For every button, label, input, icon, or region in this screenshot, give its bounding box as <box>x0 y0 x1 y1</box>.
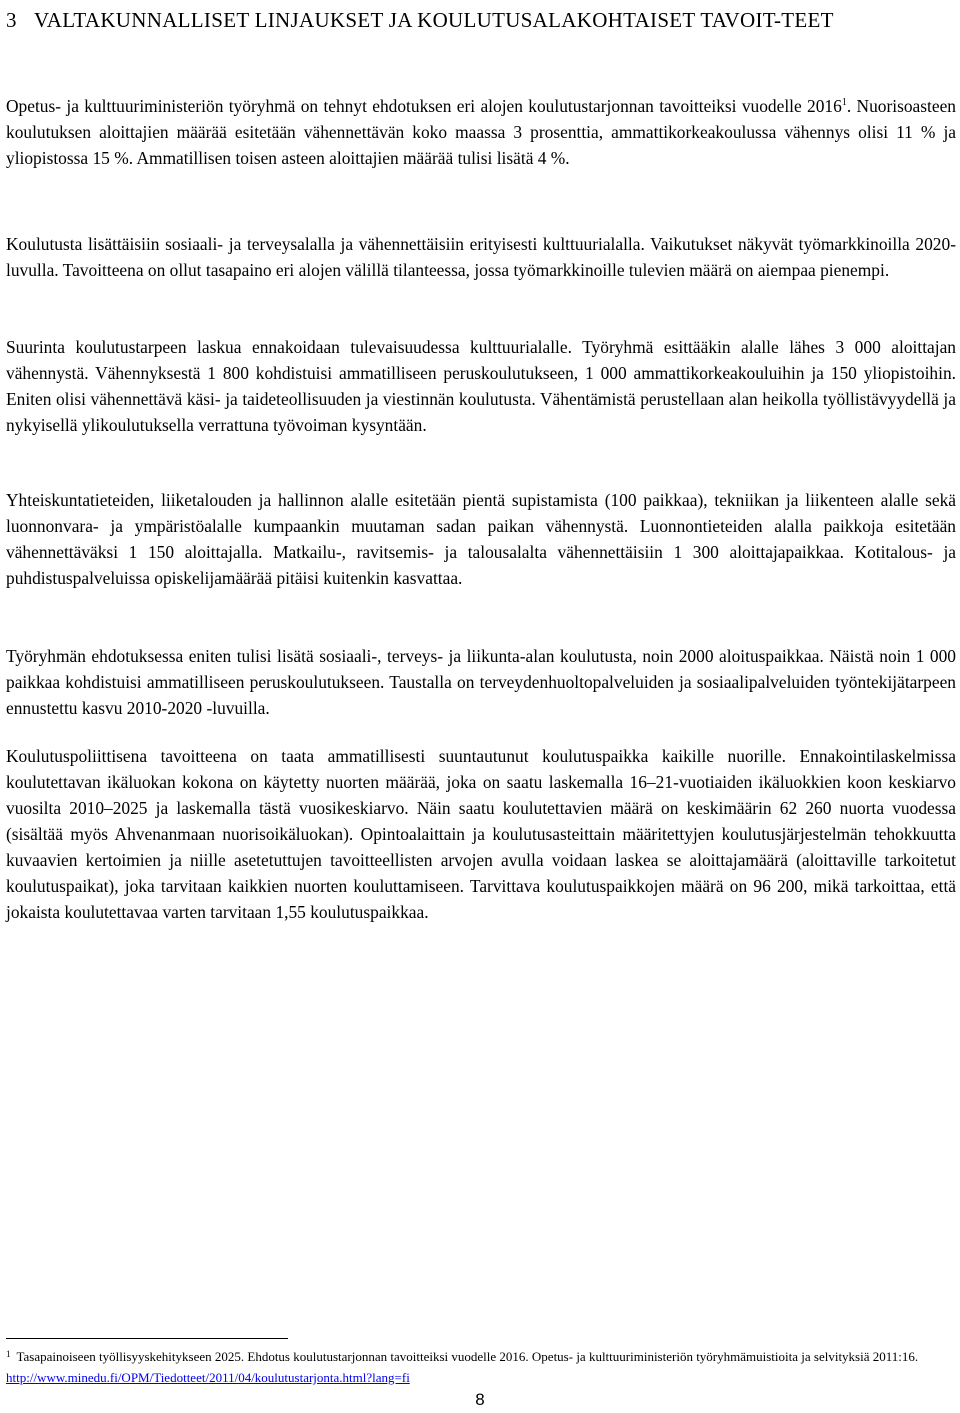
section-title: VALTAKUNNALLISET LINJAUKSET JA KOULUTUSALAKOHTAISET TAVOIT-TEET <box>34 8 834 32</box>
footnote-text: Tasapainoiseen työllisyyskehitykseen 2025. Ehdotus koulutustarjonnan tavoitteiksi vuodelle 2016. Opetus- ja kulttuuriministeriön työryhmämuistioita ja selvityksiä 2011:16. <box>16 1349 919 1364</box>
footnote <box>6 1346 956 1388</box>
paragraph-1 <box>6 93 956 171</box>
section-number: 3 <box>6 8 17 32</box>
footnote-separator <box>6 1338 288 1339</box>
paragraph-3: Suurinta koulutustarpeen laskua ennakoidaan tulevaisuudessa kulttuurialalle. Työryhmä esittääkin alalle lähes 3 000 aloittajan vähennystä. Vähennyksestä 1 800 kohdistuisi ammatilliseen peruskoulutukseen, 1 000 ammattikorkeakouluihin ja 150 yliopistoihin. Eniten olisi vähennettävä käsi- ja taideteollisuuden ja viestinnän koulutusta. Vähentämistä perustellaan alan heikolla työllistävyydellä ja nykyisellä ylikoulutuksella verrattuna työvoiman kysyntään. <box>6 337 956 435</box>
paragraph-4: Yhteiskuntatieteiden, liiketalouden ja hallinnon alalle esitetään pientä supistamista (100 paikkaa), tekniikan ja liikenteen alalle sekä luonnonvara- ja ympäristöalalle kumpaankin muutaman sadan paikan vähennystä. Luonnontieteiden alalla paikkoja esitetään vähennettäväksi 1 150 aloittajalla. Matkailu-, ravitsemis- ja talousalalta vähennettäisiin 1 300 aloittajapaikkaa. Kotitalous- ja puhdistuspalveluissa opiskelijamäärää pitäisi kuitenkin kasvattaa. <box>6 490 956 588</box>
paragraph-6: Koulutuspoliittisena tavoitteena on taata ammatillisesti suuntautunut koulutuspaikka kaikille nuorille. Ennakointilaskelmissa koulutettavan ikäluokan kokona on käytetty nuorten määrää, joka on saatu laskemalla 16–21-vuotiaiden ikäluokkien koon keskiarvo vuosilta 2010–2025 ja laskemalla tästä vuosikeskiarvo. Näin saatu koulutettavien määrä on keskimäärin 62 260 nuorta vuodessa (sisältää myös Ahvenanmaan nuorisoikäluokan). Opintoalaittain ja koulutusasteittain määritettyjen koulutusjärjestelmän tehokkuutta kuvaavien kertoimien ja niille asetetuttujen tavoitteellisten arvojen avulla voidaan laskea se aloittajamäärä (aloittaville tarkoitetut koulutuspaikat), joka tarvitaan kaikkien nuorten kouluttamiseen. Tarvittava koulutuspaikkojen määrä on 96 200, mikä tarkoittaa, että jokaista koulutettavaa varten tarvitaan 1,55 koulutuspaikkaa. <box>6 746 956 922</box>
paragraph-5: Työryhmän ehdotuksessa eniten tulisi lisätä sosiaali-, terveys- ja liikunta-alan koulutusta, noin 2000 aloituspaikkaa. Näistä noin 1 000 paikkaa kohdistuisi ammatilliseen peruskoulutukseen. Taustalla on terveydenhuoltopalveluiden ja sosiaalipalveluiden työntekijätarpeen ennustettu kasvu 2010-2020 -luvuilla. <box>6 646 956 718</box>
footnote-marker: 1 <box>6 1349 11 1359</box>
footnote-reference: 1 <box>841 97 847 108</box>
page-number: 8 <box>475 1390 485 1409</box>
paragraph-2: Koulutusta lisättäisiin sosiaali- ja terveysalalla ja vähennettäisiin erityisesti kulttuurialalla. Vaikutukset näkyvät työmarkkinoilla 2020-luvulla. Tavoitteena on ollut tasapaino eri alojen välillä tilanteessa, jossa työmarkkinoille tulevien määrä on aiempaa pienempi. <box>6 234 956 280</box>
section-heading <box>6 0 956 40</box>
paragraph-1-text-start: Opetus- ja kulttuuriministeriön työryhmä on tehnyt ehdotuksen eri alojen koulutustarjonnan tavoitteiksi vuodelle 2016 <box>6 96 842 116</box>
footnote-link[interactable]: http://www.minedu.fi/OPM/Tiedotteet/2011/04/koulutustarjonta.html?lang=fi <box>6 1370 410 1385</box>
paragraph-1-text-end: . Nuorisoasteen koulutuksen aloittajien määrää esitetään vähennettävän koko maassa 3 prosenttia, ammattikorkeakoulussa vähennys olisi 11 % ja yliopistossa 15 %. Ammatillisen toisen asteen aloittajien määrää tulisi lisätä 4 %. <box>6 96 956 168</box>
